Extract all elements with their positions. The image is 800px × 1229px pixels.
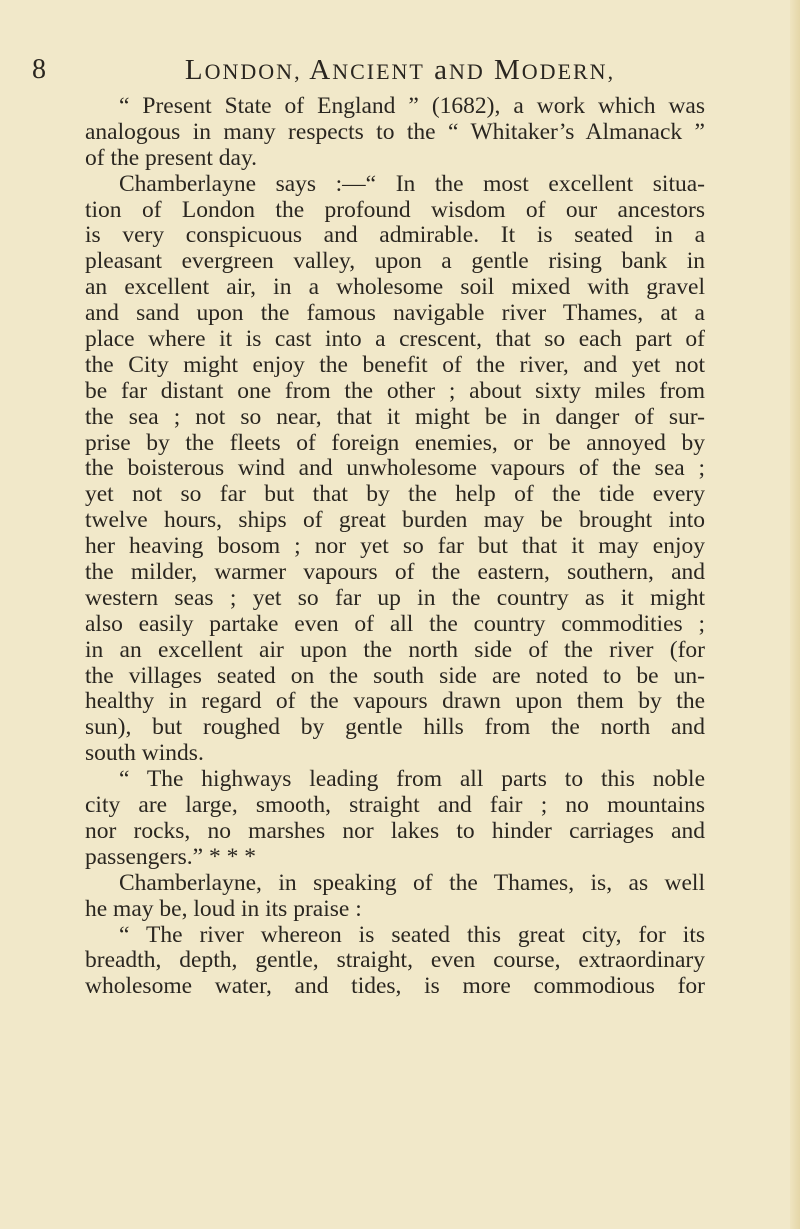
text-line: analogous in many respects to the “ Whitaker’s Almanack ” [85, 118, 705, 145]
text-line: “ Present State of England ” (1682), a work which was [119, 93, 705, 119]
text-line: and sand upon the famous navigable river Thames, at a [85, 300, 705, 327]
text-line: tion of London the profound wisdom of our ancestors [85, 196, 705, 223]
text-line: her heaving bosom ; nor yet so far but that it may enjoy [85, 533, 705, 560]
text-line: city are large, smooth, straight and fair ; no mountains [85, 792, 705, 819]
text-line: western seas ; yet so far up in the country as it might [85, 584, 705, 611]
text-line: the villages seated on the south side are noted to be un- [85, 662, 705, 689]
text-line: wholesome water, and tides, is more commodious for [85, 973, 705, 1000]
paragraph [85, 923, 705, 1001]
text-line: be far distant one from the other ; about sixty miles from [85, 377, 705, 404]
text-line: he may be, loud in its praise : [85, 895, 362, 922]
text-line: Chamberlayne, in speaking of the Thames, is, as well [119, 869, 705, 896]
text-line: twelve hours, ships of great burden may be brought into [85, 507, 705, 534]
text-line: the sea ; not so near, that it might be in danger of sur- [85, 403, 705, 430]
text-line: the City might enjoy the benefit of the river, and yet not [85, 351, 705, 378]
text-line: nor rocks, no marshes nor lakes to hinder carriages and [85, 817, 705, 844]
text-line: “ The highways leading from all parts to this noble [119, 766, 705, 793]
page-number: 8 [32, 54, 47, 85]
text-line: the boisterous wind and unwholesome vapours of the sea ; [85, 455, 705, 482]
paragraph [85, 767, 705, 871]
running-title: LONDON, ANCIENT aND MODERN, [184, 54, 616, 86]
text-line: prise by the fleets of foreign enemies, or be annoyed by [85, 429, 705, 456]
page-header [0, 50, 800, 90]
text-line: of the present day. [85, 144, 258, 171]
text-line: passengers.” * * * [85, 843, 256, 870]
text-line: breadth, depth, gentle, straight, even course, extraordinary [85, 947, 705, 974]
text-line: place where it is cast into a crescent, that so each part of [85, 326, 705, 353]
text-line: in an excellent air upon the north side of the river (for [85, 636, 705, 663]
paragraph [85, 94, 705, 172]
text-line: pleasant evergreen valley, upon a gentle rising bank in [85, 248, 705, 275]
text-line: south winds. [85, 740, 204, 767]
text-line: an excellent air, in a wholesome soil mixed with gravel [85, 274, 705, 301]
text-line: sun), but roughed by gentle hills from the north and [85, 714, 705, 741]
text-line: “ The river whereon is seated this great city, for its [119, 921, 705, 948]
text-line: yet not so far but that by the help of the tide every [85, 481, 705, 508]
body-text [85, 94, 705, 1000]
text-line: is very conspicuous and admirable. It is seated in a [85, 222, 705, 249]
text-line: healthy in regard of the vapours drawn upon them by the [85, 688, 705, 715]
page-edge [790, 0, 800, 1229]
text-line: Chamberlayne says :—“ In the most excellent situa- [119, 170, 705, 197]
paragraph [85, 871, 705, 923]
text-line: also easily partake even of all the country commodities ; [85, 610, 705, 637]
text-line: the milder, warmer vapours of the eastern, southern, and [85, 559, 705, 586]
paragraph [85, 172, 705, 767]
